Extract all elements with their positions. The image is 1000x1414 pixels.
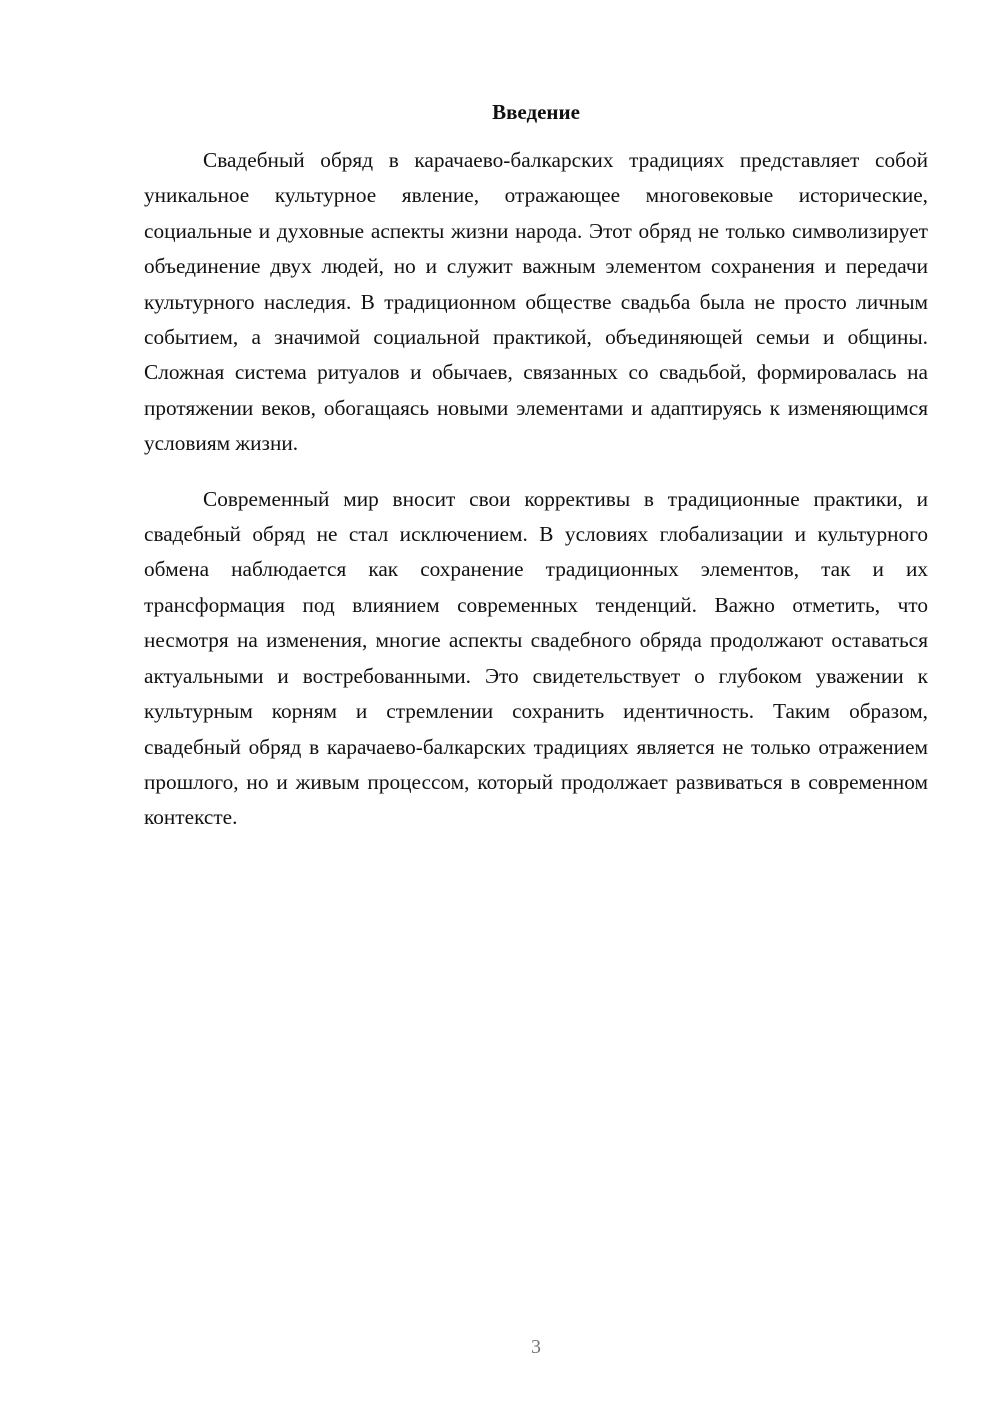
paragraph-1: Свадебный обряд в карачаево-балкарских традициях представляет собой уникальное культурное явление, отражающее многовековые исторические, социальные и духовные аспекты жизни народа. Этот обряд не только символизирует объединение двух людей, но и служит важным элементом сохранения и передачи культурного наследия. В традиционном обществе свадьба была не просто личным событием, а значимой социальной практикой, объединяющей семьи и общины. Сложная система ритуалов и обычаев, связанных со свадьбой, формировалась на протяжении веков, обогащаясь новыми элементами и адаптируясь к изменяющимся условиям жизни. bbox=[144, 148, 928, 456]
paragraph-2: Современный мир вносит свои коррективы в традиционные практики, и свадебный обряд не стал исключением. В условиях глобализации и культурного обмена наблюдается как сохранение традиционных элементов, так и их трансформация под влиянием современных тенденций. Важно отметить, что несмотря на изменения, многие аспекты свадебного обряда продолжают оставаться актуальными и востребованными. Это свидетельствует о глубоком уважении к культурным корням и стремлении сохранить идентичность. Таким образом, свадебный обряд в карачаево-балкарских традициях является не только отражением прошлого, но и живым процессом, который продолжает развиваться в современном контексте. bbox=[144, 486, 928, 830]
body-text bbox=[144, 143, 928, 836]
section-heading: Введение bbox=[492, 100, 580, 124]
page-number: 3 bbox=[531, 1336, 541, 1358]
